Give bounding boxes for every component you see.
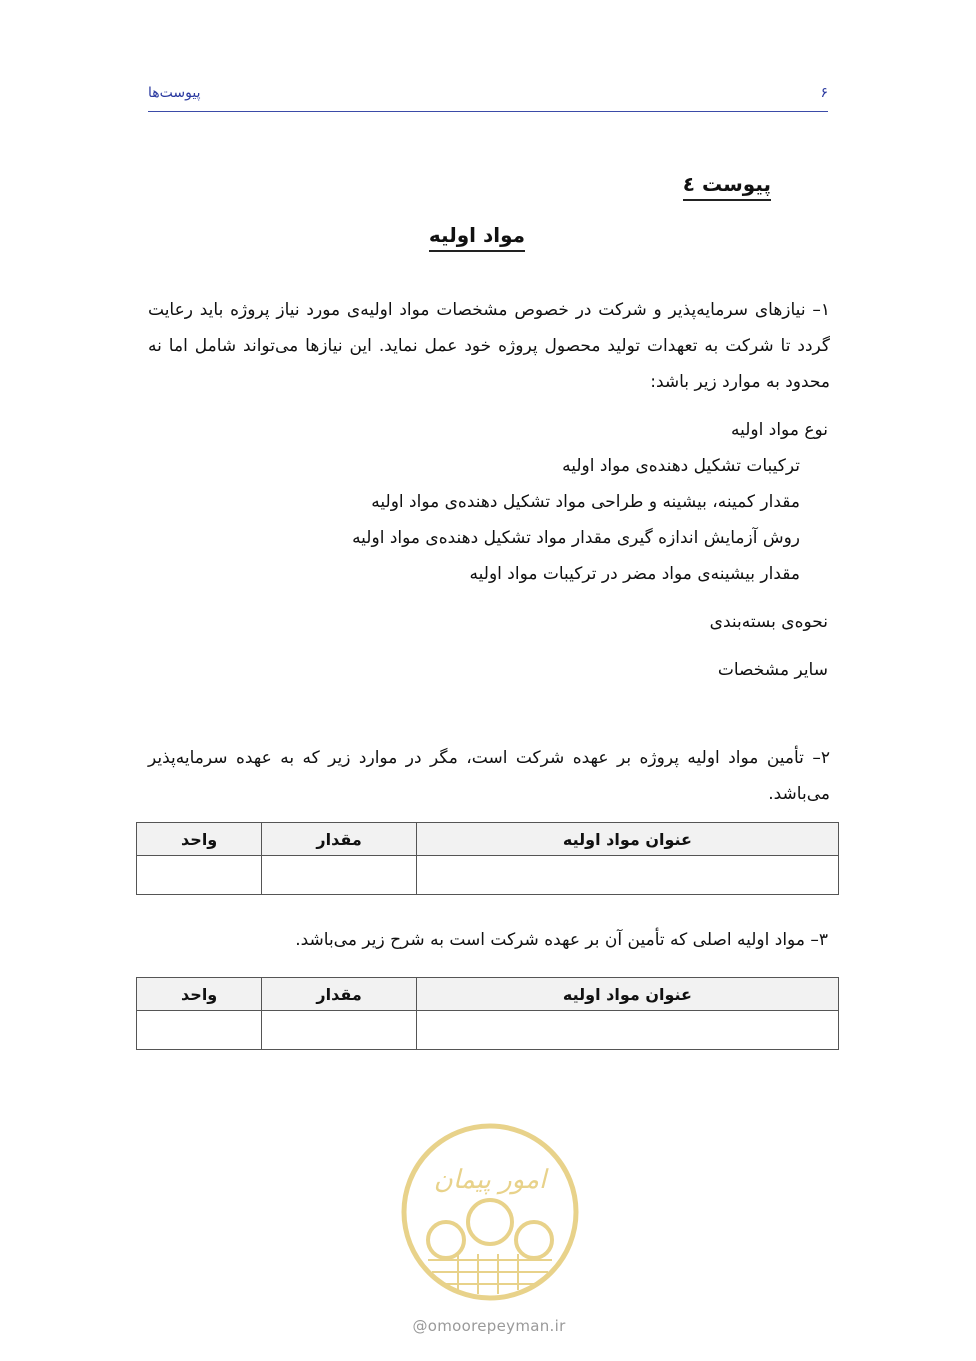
running-title: پیوست‌ها — [148, 85, 201, 101]
section-title: مواد اولیه — [429, 223, 525, 252]
table-cell — [262, 856, 417, 895]
column-header: عنوان مواد اولیه — [416, 978, 838, 1011]
appendix-title: پیوست ٤ — [683, 172, 771, 201]
sub-list-item: مقدار کمینه، بیشینه و طراحی مواد تشکیل دهنده‌ی مواد اولیه — [371, 492, 800, 512]
sub-list-item: مقدار بیشینه‌ی مواد مضر در ترکیبات مواد اولیه — [469, 564, 800, 584]
paragraph-1-line: محدود به موارد زیر باشد: — [650, 372, 830, 392]
column-header: واحد — [137, 823, 262, 856]
page-number: ۶ — [820, 85, 828, 101]
column-header: عنوان مواد اولیه — [416, 823, 838, 856]
table-row — [137, 856, 839, 895]
paragraph-2-line: ۲– تأمین مواد اولیه پروژه بر عهده شرکت است، مگر در موارد زیر که به عهده سرمایه‌پذیر — [148, 748, 830, 768]
sub-list-item: روش آزمایش اندازه گیری مقدار مواد تشکیل دهنده‌ی مواد اولیه — [352, 528, 800, 548]
watermark-seal — [398, 1120, 582, 1316]
paragraph-3: ۳– مواد اولیه اصلی که تأمین آن بر عهده شرکت است به شرح زیر می‌باشد. — [295, 930, 828, 950]
seal-text: امور پیمان — [433, 1165, 547, 1195]
table-row — [137, 1011, 839, 1050]
column-header: واحد — [137, 978, 262, 1011]
paragraph-2 — [148, 740, 830, 812]
table-cell — [137, 1011, 262, 1050]
watermark-url: @omoorepeyman.ir — [412, 1317, 566, 1335]
list-item: نوع مواد اولیه — [730, 420, 828, 440]
table-cell — [137, 856, 262, 895]
table-cell — [416, 856, 838, 895]
paragraph-1 — [148, 292, 830, 400]
table-cell — [262, 1011, 417, 1050]
column-header: مقدار — [262, 823, 417, 856]
table-cell — [416, 1011, 838, 1050]
paragraph-1-line: ۱– نیازهای سرمایه‌پذیر و شرکت در خصوص مشخصات مواد اولیه‌ی مورد نیاز پروژه باید رعایت — [148, 300, 830, 320]
list-item: نحوه‌ی بسته‌بندی — [709, 612, 828, 632]
paragraph-2-line: می‌باشد. — [768, 784, 830, 804]
page-header — [148, 85, 828, 112]
sub-list-item: ترکیبات تشکیل دهنده‌ی مواد اولیه — [562, 456, 800, 476]
at-icon: @ — [412, 1317, 428, 1335]
materials-table-1 — [136, 822, 839, 895]
materials-table-2 — [136, 977, 839, 1050]
paragraph-1-line: گردد تا شرکت به تعهدات تولید محصول پروژه خود عمل نماید. این نیازها می‌تواند شامل اما نه — [148, 336, 830, 356]
column-header: مقدار — [262, 978, 417, 1011]
list-item: سایر مشخصات — [717, 660, 828, 680]
